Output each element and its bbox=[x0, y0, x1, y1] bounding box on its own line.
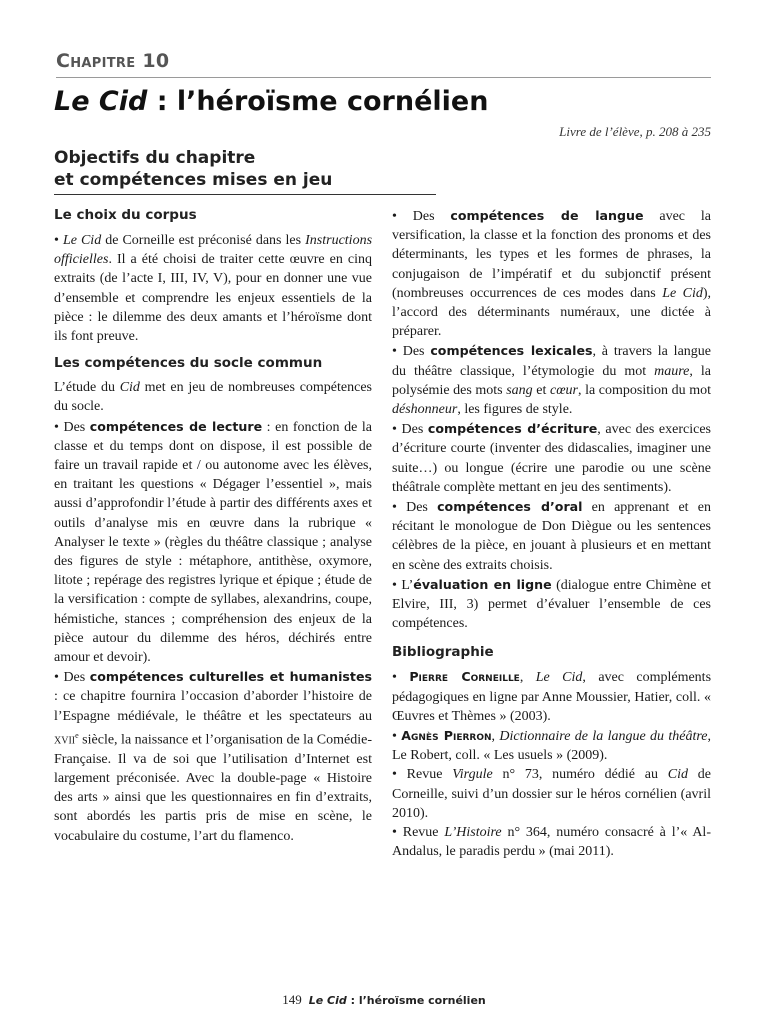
right-column bbox=[392, 206, 711, 862]
culture-item: • Des compétences culturelles et humanistes : ce chapitre fournira l’occasion d’aborder l’histoire de l’Espagne médiévale, le théâtre et les spectateurs au xvii$^e$ siècle, la naissance et l’organisation de la Comédie-Française. Il va de soi que l’utilisation d’Internet est largement préconisée. Avec la double-page « Histoire des arts » ainsi que les questionnaires en fin d’extraits, sont abordés les partis pris de mise en scène, le vocabulaire du costume, l’art du flamenco. bbox=[54, 669, 372, 844]
footer-title: Le Cid : l’héroïsme cornélien bbox=[308, 994, 486, 1007]
ecriture-item: • Des compétences d’écriture, avec des exercices d’écriture courte (inventer des didascalies, imaginer une suite…) ou longue (écrire une parodie ou une scène théâtrale complète mettant en jeu des sentiments). bbox=[392, 421, 711, 495]
socle-intro: L’étude du Cid met en jeu de nombreuses compétences du socle. bbox=[54, 380, 372, 415]
lecture-item: • Des compétences de lecture : en fonction de la classe et du temps dont on dispose, il est possible de faire un travail rapide et / ou autonome avec les élèves, en traitant les questions « Dégager l’essentiel », mais aussi d’approfondir l’étude à partir des différents axes et outils d’analyse mis en œuvre dans la rubrique « Analyser le texte » (règles du théâtre classique ; analyse des figures de style : métaphore, antithèse, oxymore, litote ; repérage des registres lyrique et épique ; étude de la versification : compte de syllabes, alexandrins, coupe, hémistiche, stances ; compréhension des enjeux de la pièce autour du dilemme des héros, déchirés entre amour et devoir). bbox=[54, 418, 372, 666]
page-footer bbox=[0, 992, 768, 1008]
socle-heading: Les compétences du socle commun bbox=[54, 355, 323, 372]
title-rest: : l’héroïsme cornélien bbox=[147, 86, 489, 117]
corpus-paragraph: • Le Cid de Corneille est préconisé dans les Instructions officielles. Il a été choisi de traiter cette œuvre en cinq extraits (de l’acte I, III, IV, V), pour en donner une vue d’ensemble et comprendre les enjeux essentiels de la pièce : le dilemme des deux amants et l’héroïsme dont ils font preuve. bbox=[54, 233, 373, 345]
bibliography-heading: Bibliographie bbox=[392, 644, 494, 661]
oral-item: • Des compétences d’oral en apprenant et en récitant le monologue de Don Diègue ou les sentences célèbres de la pièce, en jouant à plusieurs et en mettant en scène des extraits choisis. bbox=[392, 499, 711, 573]
lexicales-item: • Des compétences lexicales, à travers la langue du théâtre classique, l’étymologie du mot maure, la polysémie des mots sang et cœur, la composition du mot déshonneur, les figures de style. bbox=[392, 343, 711, 418]
evaluation-item: • L’évaluation en ligne (dialogue entre Chimène et Elvire, III, 3) permet d’évaluer l’ensemble de ces compétences. bbox=[392, 576, 711, 632]
corpus-heading: Le choix du corpus bbox=[54, 207, 197, 223]
title-work: Le Cid bbox=[54, 86, 148, 117]
bibliography-item-2: • Agnès Pierron, Dictionnaire de la langue du théâtre, Le Robert, coll. « Les usuels » (2009). bbox=[392, 728, 712, 764]
bibliography-item-1: • Pierre Corneille, Le Cid, avec compléments pédagogiques en ligne par Anne Moussier, Hatier, coll. « Œuvres et Thèmes » (2003). bbox=[392, 669, 712, 724]
langue-item: • Des compétences de langue avec la versification, la classe et la fonction des pronoms et des déterminants, les types et les formes de phrases, la conjugaison de l’impératif et du subjonctif présent (nombreuses occurrences de ces modes dans Le Cid), l’accord des déterminants numéraux, une dictée à préparer. bbox=[392, 208, 712, 340]
chapter-rule bbox=[56, 77, 711, 78]
objectives-heading-line1: Objectifs du chapitre bbox=[54, 148, 256, 168]
page-number: 149 bbox=[282, 992, 302, 1007]
chapter-label: Chapitre 10 bbox=[56, 50, 170, 72]
objectives-heading-line2: et compétences mises en jeu bbox=[54, 170, 333, 190]
left-column bbox=[54, 206, 372, 846]
bibliography-item-3: • Revue Virgule n° 73, numéro dédié au Cid de Corneille, suivi d’un dossier sur le héros cornélien (avril 2010). bbox=[392, 767, 711, 821]
bibliography-item-4: • Revue L’Histoire n° 364, numéro consacré à l’« Al-Andalus, le paradis perdu » (mai 2011). bbox=[392, 825, 711, 860]
page-title bbox=[54, 86, 488, 117]
objectives-heading bbox=[54, 147, 439, 191]
book-reference: Livre de l’élève, p. 208 à 235 bbox=[559, 124, 711, 139]
objectives-rule bbox=[54, 194, 436, 195]
